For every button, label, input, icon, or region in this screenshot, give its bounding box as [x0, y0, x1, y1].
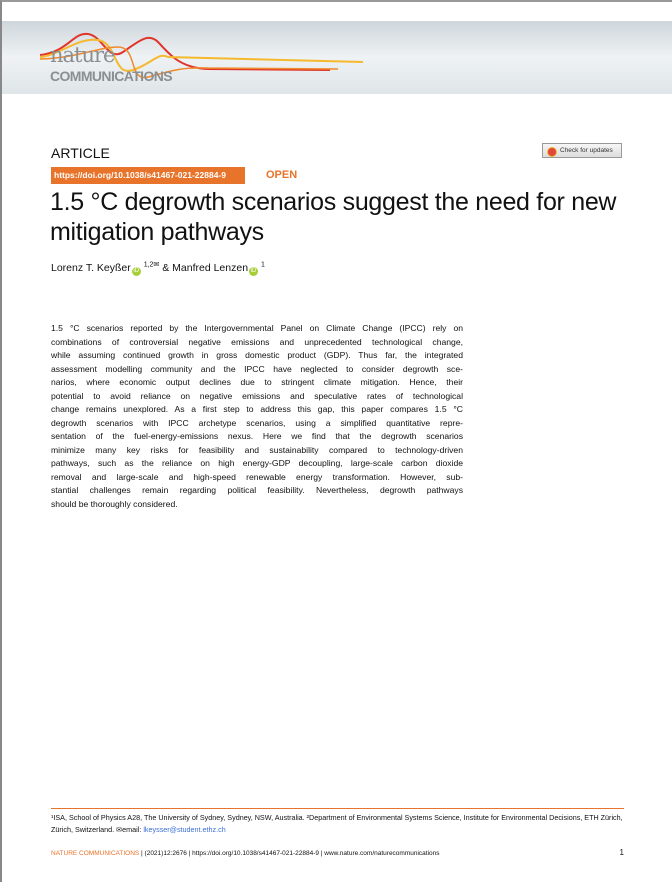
- author-name[interactable]: Lorenz T. Keyßer: [51, 262, 131, 274]
- footer-citation: | (2021)12:2676 | https://doi.org/10.1038/s41467-021-22884-9 | www.nature.com/naturecommunications: [141, 850, 440, 857]
- article-type: ARTICLE: [51, 145, 110, 161]
- abstract-line: narios, where economic output declines due to stringent climate mitigation. Hence, their: [51, 377, 463, 387]
- author-list: [50, 261, 640, 276]
- author-affiliation: 1: [260, 261, 265, 269]
- logo-communications: COMMUNICATIONS: [50, 68, 172, 84]
- abstract-line: stantial challenges remain regarding political feasibility. Nevertheless, degrowth pathways: [51, 485, 463, 495]
- author-separator: &: [162, 262, 170, 274]
- crossmark-icon: [547, 147, 557, 157]
- email-link[interactable]: lkeysser@student.ethz.ch: [143, 825, 226, 834]
- abstract-line: change remains unexplored. As a first step to address this gap, this paper compares 1.5 °C: [51, 404, 463, 414]
- abstract-line: sentation of the fuel-energy-emissions nexus. Here we find that the degrowth scenarios: [51, 431, 463, 441]
- abstract-line: 1.5 °C scenarios reported by the Intergovernmental Panel on Climate Change (IPCC) rely on: [51, 323, 463, 333]
- title-block: [50, 187, 640, 276]
- orcid-icon[interactable]: iD: [133, 268, 140, 274]
- footer-journal: NATURE COMMUNICATIONS: [51, 850, 140, 857]
- abstract-line: should be thoroughly considered.: [51, 498, 178, 509]
- abstract-line: removal and large-scale and high-speed renewable energy transformation. However, sub-: [51, 471, 463, 482]
- affiliations-text: ¹ISA, School of Physics A28, The University of Sydney, Sydney, NSW, Australia. ²Department of Environmental Systems Science, Institute for Environmental Decisions, ETH Zürich, Zürich, Switzerland. ✉email:: [51, 813, 623, 834]
- abstract: [51, 322, 463, 511]
- page-footer: [51, 848, 624, 859]
- abstract-line: while assuming continued growth in gross domestic product (GDP). Thus far, the integrated: [51, 350, 463, 360]
- affiliations: [51, 812, 624, 836]
- orcid-icon[interactable]: iD: [250, 268, 257, 274]
- abstract-line: degrowth scenarios with IPCC archetype scenarios, using a simplified quantitative repre-: [51, 417, 463, 428]
- author-affiliation: 1,2✉: [143, 261, 160, 269]
- check-for-updates-label: Check for updates: [560, 147, 613, 154]
- abstract-line: potential to avoid reliance on negative emissions and speculative rates of technological: [51, 390, 463, 401]
- author-name[interactable]: Manfred Lenzen: [172, 262, 249, 274]
- abstract-line: pathways, such as the reliance on high energy-GDP decoupling, large-scale carbon dioxide: [51, 458, 463, 468]
- check-for-updates-button[interactable]: [542, 143, 622, 158]
- page-bottom: [51, 808, 624, 859]
- open-access-label: OPEN: [266, 169, 298, 181]
- footnote-divider: [51, 808, 624, 809]
- abstract-line: assessment modelling community and the IPCC have neglected to consider degrowth sce-: [51, 363, 463, 374]
- abstract-line: combinations of controversial negative emissions and unprecedented technological change,: [51, 336, 463, 347]
- logo-nature: nature: [50, 43, 115, 67]
- doi-link[interactable]: https://doi.org/10.1038/s41467-021-22884-9: [51, 167, 245, 184]
- page-number: 1: [619, 848, 624, 857]
- page-title: 1.5 °C degrowth scenarios suggest the need for new mitigation pathways: [50, 188, 617, 246]
- abstract-line: minimize many key risks for feasibility and sustainability compared to technology-driven: [51, 444, 463, 455]
